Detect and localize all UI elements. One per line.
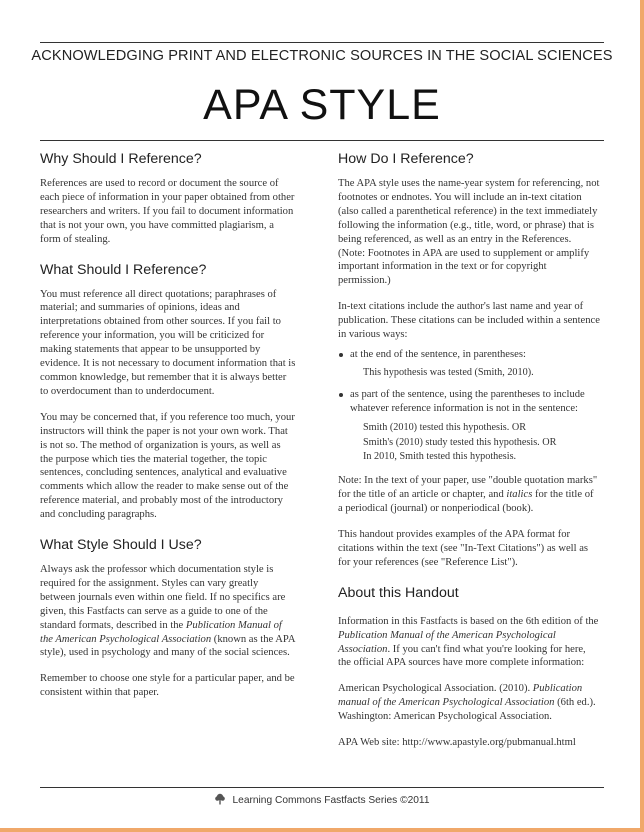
page-title: APA STYLE xyxy=(203,81,441,129)
how-paragraph-2: In-text citations include the author's last name and year of publication. These citations can be included within a sentence in various ways: xyxy=(338,301,600,341)
why-body: References are used to record or document the source of each piece of information in your paper obtained from other researchers and writers. If you fail to document information that is not your own, you have committed plagiarism, a form of stealing. xyxy=(40,178,295,245)
reference-entry: American Psychological Association. (2010). Publication manual of the American Psychological Association (6th ed.). Washington: American Psychological Association. xyxy=(338,683,596,723)
right-column xyxy=(338,150,600,750)
handout-paragraph: This handout provides examples of the APA format for citations within the text (see "In-Text Citations") as well as for your references (see "Reference List"). xyxy=(338,529,589,568)
footer-rule xyxy=(40,787,604,788)
style-heading: What Style Should I Use? xyxy=(40,537,202,554)
what-paragraph-2: You may be concerned that, if you reference too much, your instructors will think the paper is not your own work. That is not so. The method of organization is yours, as well as the purpose which ties the material together, the topic sentences, concluding sentences, analytical and evaluative comments which allow the reader to make sense out of the reference material, and probably most of the introductory and concluding paragraphs. xyxy=(40,411,295,521)
bullet-end-of-sentence: at the end of the sentence, in parentheses: xyxy=(338,348,600,362)
how-heading: How Do I Reference? xyxy=(338,151,474,167)
style-paragraph-1: Always ask the professor which documentation style is required for the assignment. Styles can vary greatly between journals even within one field. If no specifics are given, this Fastfacts can serve as a guide to one of the standard formats, described in the Publication Manual of the American Psychological Association (known as the APA style), used in psychology and many of the social sciences. xyxy=(40,564,295,659)
note-paragraph: Note: In the text of your paper, use "double quotation marks" for the title of an article or chapter, and italics for the title of a periodical (journal) or nonperiodical (book). xyxy=(338,475,598,515)
what-paragraph-1: You must reference all direct quotations; paraphrases of material; and summaries of opinions, ideas and interpretations obtained from other sources. If you fail to reference your information, you will be criticized for making statements that appear to be unsupported by evidence. It is not necessary to document information that is common knowledge, but remember that it is always better to overdocument than to underdocument. xyxy=(40,288,296,397)
web-site-line: APA Web site: http://www.apastyle.org/pubmanual.html xyxy=(338,737,576,749)
bullet-part-of-sentence: as part of the sentence, using the parentheses to include whatever reference information is not in the sentence: xyxy=(338,388,600,416)
about-heading: About this Handout xyxy=(338,584,459,601)
example-parentheses: This hypothesis was tested (Smith, 2010). xyxy=(363,366,534,378)
left-column xyxy=(40,150,296,700)
top-rule xyxy=(40,42,604,43)
style-paragraph-2: Remember to choose one style for a particular paper, and be consistent within that paper. xyxy=(40,673,295,699)
example-line-2: Smith's (2010) study tested this hypothesis. OR xyxy=(363,436,557,448)
footer-text: Learning Commons Fastfacts Series ©2011 xyxy=(232,795,430,806)
page-subtitle: ACKNOWLEDGING PRINT AND ELECTRONIC SOURCES IN THE SOCIAL SCIENCES xyxy=(31,48,613,64)
tree-icon xyxy=(214,793,226,808)
example-line-1: Smith (2010) tested this hypothesis. OR xyxy=(363,422,526,434)
example-line-3: In 2010, Smith tested this hypothesis. xyxy=(363,450,517,462)
why-heading: Why Should I Reference? xyxy=(40,151,202,167)
what-heading: What Should I Reference? xyxy=(40,261,207,278)
how-paragraph-1: The APA style uses the name-year system for referencing, not footnotes or endnotes. You will include an in-text citation (also called a parenthetical reference) in the text immediately following the information (e.g., title, word, or phrase) that is being referenced, as well as an entry in the References. (Note: Footnotes in APA are used to supplement or amplify important information in the text or for copyright permission.) xyxy=(338,178,600,287)
about-paragraph: Information in this Fastfacts is based on the 6th edition of the Publication Manual of the American Psychological Association. If you can't find what you're looking for here, the official APA sources have more complete information: xyxy=(338,615,599,669)
footer xyxy=(0,793,644,808)
title-rule xyxy=(40,140,604,141)
